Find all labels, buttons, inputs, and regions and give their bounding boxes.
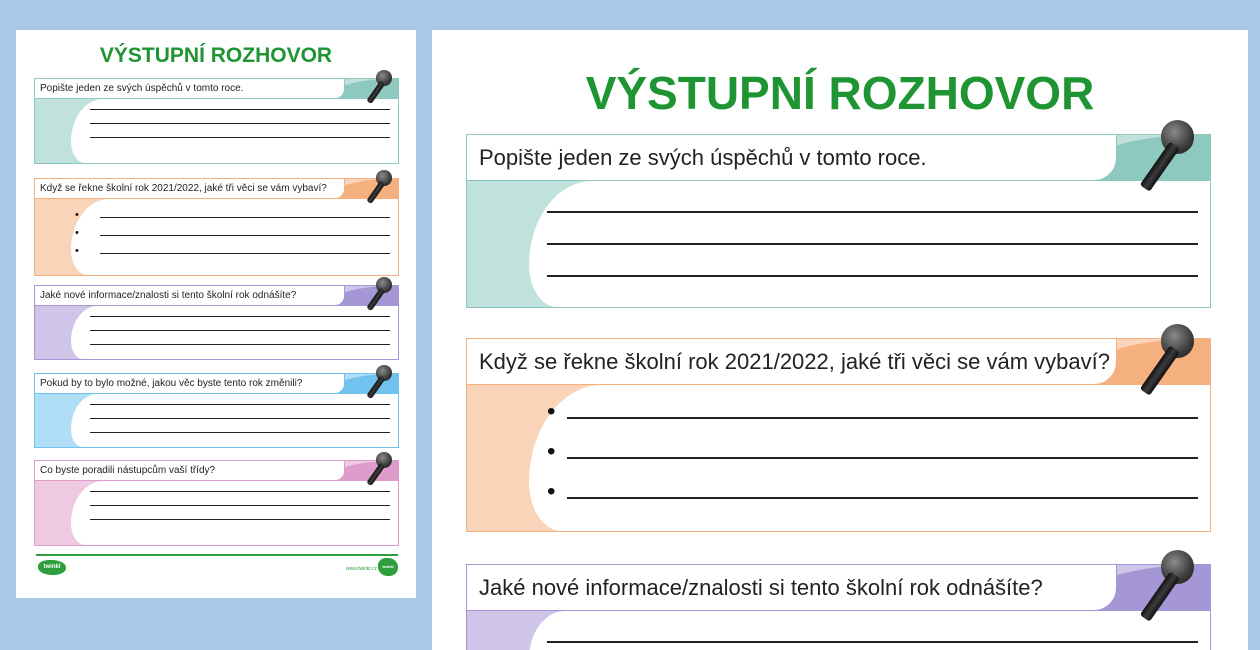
microphone-icon bbox=[367, 170, 393, 222]
page-title: VÝSTUPNÍ ROZHOVOR bbox=[99, 44, 333, 67]
question-card bbox=[34, 285, 399, 360]
bullet-answer-line[interactable] bbox=[567, 457, 1198, 459]
zoomed-page[interactable] bbox=[432, 30, 1248, 650]
answer-line[interactable] bbox=[90, 109, 390, 110]
answer-line[interactable] bbox=[90, 404, 390, 405]
answer-line[interactable] bbox=[90, 491, 390, 492]
bullet-point: • bbox=[547, 478, 556, 506]
bullet-answer-line[interactable] bbox=[100, 235, 390, 236]
question-card bbox=[466, 338, 1211, 532]
footer-url: www.twinkl.cz bbox=[346, 566, 377, 572]
microphone-handle bbox=[366, 180, 385, 204]
question-text: Pokud by to bylo možné, jakou věc byste tento rok změnili? bbox=[35, 374, 345, 394]
answer-line[interactable] bbox=[90, 432, 390, 433]
footer-divider bbox=[36, 554, 398, 556]
question-card bbox=[466, 134, 1211, 308]
microphone-handle bbox=[366, 375, 385, 399]
answer-line[interactable] bbox=[90, 344, 390, 345]
microphone-icon bbox=[1141, 324, 1197, 436]
question-text: Popište jeden ze svých úspěchů v tomto roce. bbox=[467, 135, 1117, 181]
bullet-answer-line[interactable] bbox=[567, 417, 1198, 419]
microphone-icon bbox=[1141, 550, 1197, 650]
bullet-answer-line[interactable] bbox=[100, 253, 390, 254]
question-card bbox=[34, 460, 399, 546]
bullet-point: • bbox=[547, 398, 556, 426]
bullet-answer-line[interactable] bbox=[100, 217, 390, 218]
question-text: Když se řekne školní rok 2021/2022, jaké tři věci se vám vybaví? bbox=[35, 179, 345, 199]
answer-line[interactable] bbox=[90, 137, 390, 138]
question-text: Popište jeden ze svých úspěchů v tomto roce. bbox=[35, 79, 345, 99]
question-card bbox=[34, 78, 399, 164]
microphone-handle bbox=[1140, 142, 1181, 193]
answer-line[interactable] bbox=[547, 275, 1198, 277]
bullet-point: • bbox=[547, 438, 556, 466]
question-text: Co byste poradili nástupcům vaší třídy? bbox=[35, 461, 345, 481]
answer-line[interactable] bbox=[90, 316, 390, 317]
question-text: Jaké nové informace/znalosti si tento školní rok odnášíte? bbox=[467, 565, 1117, 611]
microphone-handle bbox=[1140, 572, 1181, 623]
answer-line[interactable] bbox=[90, 418, 390, 419]
question-card bbox=[34, 373, 399, 448]
bullet-point: • bbox=[75, 208, 79, 221]
bullet-point: • bbox=[75, 226, 79, 239]
thumbnail-page[interactable] bbox=[16, 30, 416, 598]
answer-line[interactable] bbox=[90, 123, 390, 124]
bullet-point: • bbox=[75, 244, 79, 257]
answer-line[interactable] bbox=[547, 243, 1198, 245]
microphone-icon bbox=[367, 365, 393, 417]
question-text: Jaké nové informace/znalosti si tento školní rok odnášíte? bbox=[35, 286, 345, 306]
microphone-icon bbox=[367, 70, 393, 122]
microphone-handle bbox=[1140, 346, 1181, 397]
answer-line[interactable] bbox=[90, 519, 390, 520]
question-text: Když se řekne školní rok 2021/2022, jaké tři věci se vám vybaví? bbox=[467, 339, 1117, 385]
twinkl-logo: twinkl bbox=[38, 560, 66, 575]
answer-line[interactable] bbox=[547, 211, 1198, 213]
microphone-handle bbox=[366, 287, 385, 311]
bullet-answer-line[interactable] bbox=[567, 497, 1198, 499]
answer-line[interactable] bbox=[90, 505, 390, 506]
microphone-icon bbox=[367, 452, 393, 504]
twinkl-logo-small: twinkl bbox=[378, 558, 398, 576]
microphone-handle bbox=[366, 462, 385, 486]
question-card bbox=[466, 564, 1211, 650]
card-writing-area bbox=[71, 394, 398, 447]
microphone-icon bbox=[367, 277, 393, 329]
answer-line[interactable] bbox=[90, 330, 390, 331]
microphone-handle bbox=[366, 80, 385, 104]
card-writing-area bbox=[71, 199, 398, 275]
answer-line[interactable] bbox=[547, 641, 1198, 643]
card-writing-area bbox=[71, 306, 398, 359]
page-title-zoomed: VÝSTUPNÍ ROZHOVOR bbox=[585, 67, 1095, 119]
microphone-icon bbox=[1141, 120, 1197, 232]
question-card bbox=[34, 178, 399, 276]
